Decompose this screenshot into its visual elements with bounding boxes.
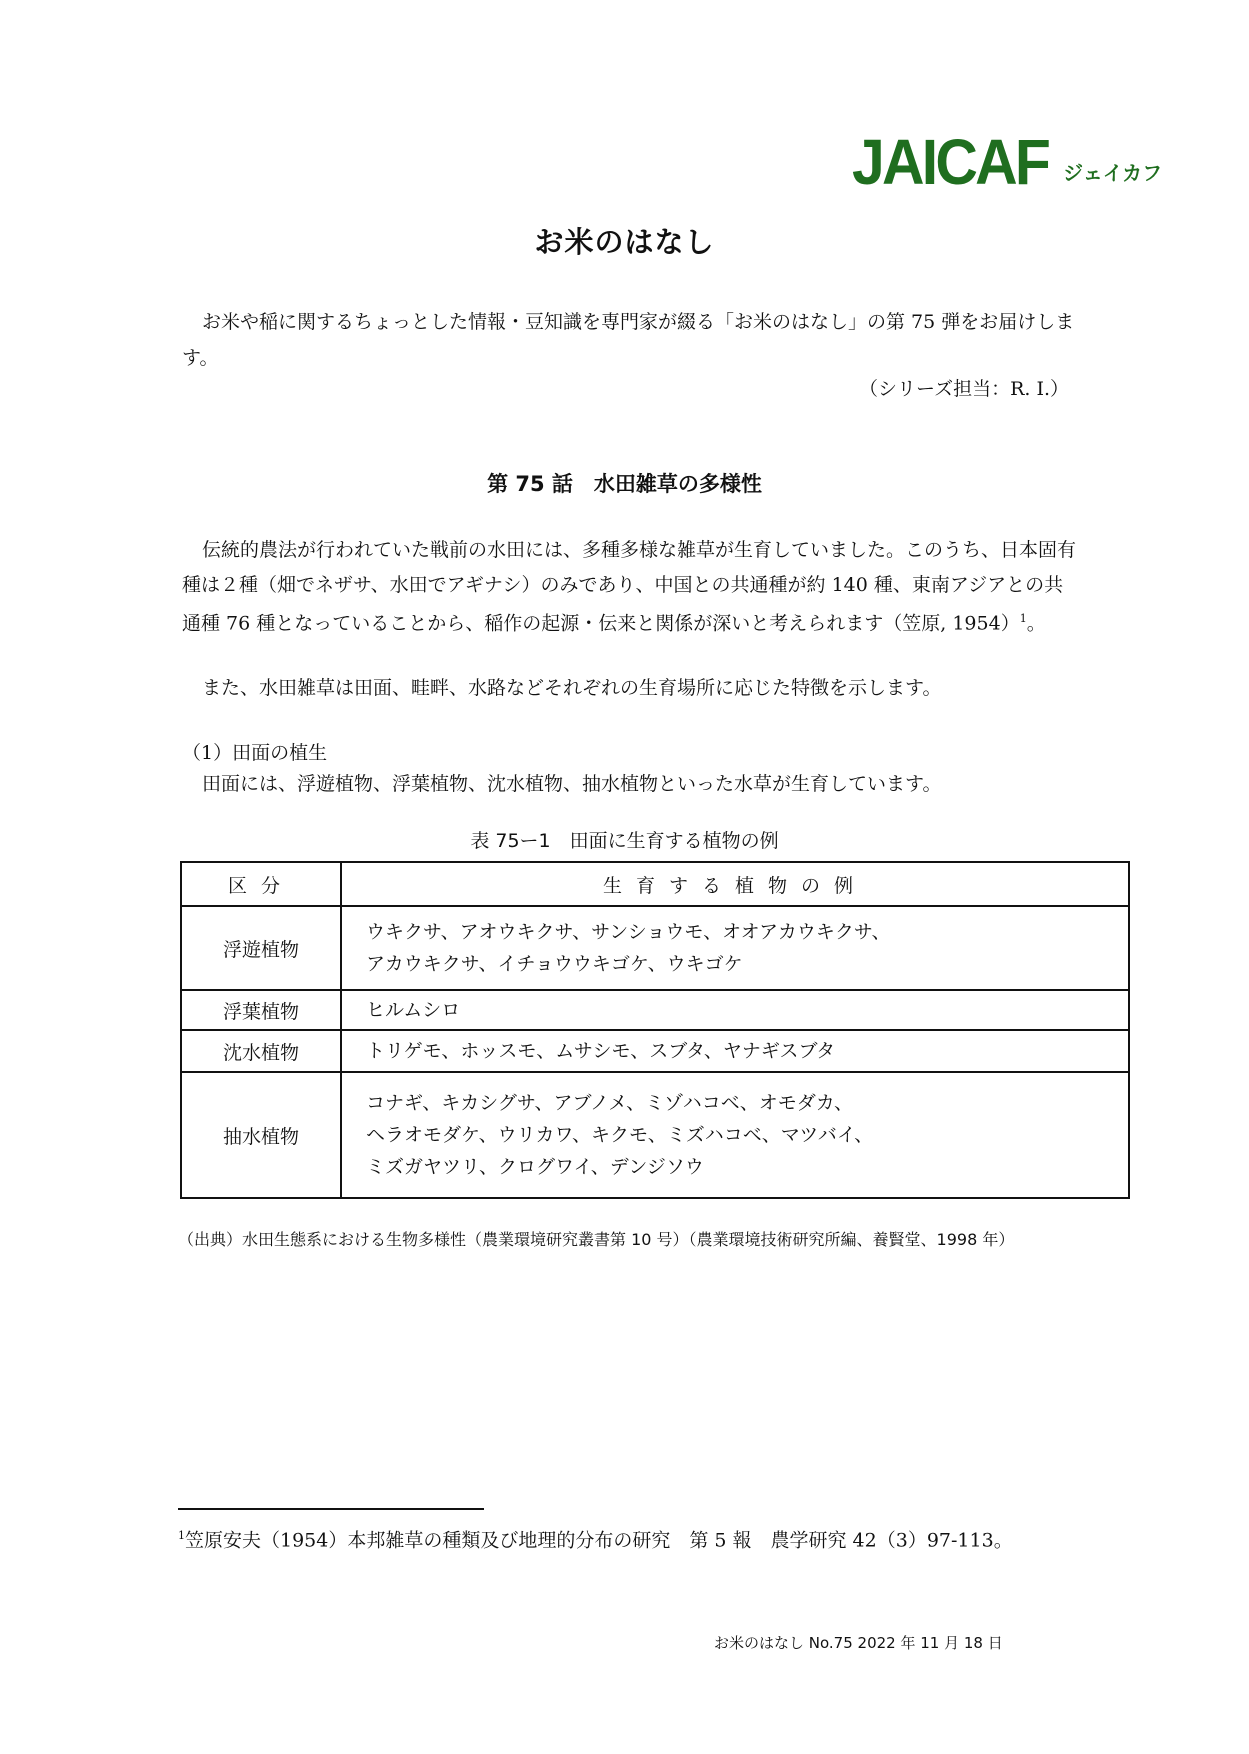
episode-title: 第 75 話 水田雑草の多様性 <box>487 472 762 496</box>
row-category: 浮遊植物 <box>181 906 341 990</box>
row-category: 抽水植物 <box>181 1072 341 1198</box>
table-row <box>181 906 1129 990</box>
paragraph-text: 伝統的農法が行われていた戦前の水田には、多種多様な雑草が生育していました。このうち、日本固有種は２種（畑でネザサ、水田でアギナシ）のみであり、中国との共通種が約 140 種、東南アジアとの共通種 76 種となっていることから、稲作の起源・伝来と関係が深いと考えられます（笠原, 1954） <box>182 539 1077 635</box>
row-examples <box>341 990 1129 1030</box>
row-category: 浮葉植物 <box>181 990 341 1030</box>
section-text: 田面には、浮遊植物、浮葉植物、沈水植物、抽水植物といった水草が生育しています。 <box>202 773 942 795</box>
example-line: ミズガヤツリ、クログワイ、デンジソウ <box>366 1156 704 1178</box>
row-examples <box>341 1030 1129 1072</box>
footnote-reference[interactable]: 1 <box>1019 612 1027 625</box>
jaicaf-logo <box>852 126 1163 198</box>
table-source: （出典）水田生態系における生物多様性（農業環境研究叢書第 10 号）（農業環境技術研究所編、養賢堂、1998 年） <box>178 1230 1015 1249</box>
paragraph-end: 。 <box>1026 612 1046 635</box>
example-line: アカウキクサ、イチョウウキゴケ、ウキゴケ <box>366 953 743 975</box>
row-examples <box>341 1072 1129 1198</box>
table-row <box>181 1030 1129 1072</box>
example-line: コナギ、キカシグサ、アブノメ、ミゾハコベ、オモダカ、 <box>366 1092 853 1114</box>
header-examples: 生育する植物の例 <box>341 862 1129 906</box>
logo-wordmark: JAICAF <box>852 126 1049 198</box>
intro-paragraph: お米や稲に関するちょっとした情報・豆知識を専門家が綴る「お米のはなし」の第 75 弾をお届けします。 <box>182 311 1075 369</box>
header-category: 区分 <box>181 862 341 906</box>
document-title: お米のはなし <box>534 225 715 259</box>
table-header-row <box>181 862 1129 906</box>
body-paragraph-2: また、水田雑草は田面、畦畔、水路などそれぞれの生育場所に応じた特徴を示します。 <box>202 677 942 699</box>
plant-table <box>180 861 1130 1199</box>
footnote-divider <box>178 1508 484 1510</box>
table-row <box>181 990 1129 1030</box>
footnote <box>178 1520 1078 1556</box>
table-row <box>181 1072 1129 1198</box>
page-footer: お米のはなし No.75 2022 年 11 月 18 日 <box>714 1634 1003 1652</box>
series-credit: （シリーズ担当：R. I.） <box>859 378 1069 400</box>
footnote-text: 笠原安夫（1954）本邦雑草の種類及び地理的分布の研究 第 5 報 農学研究 42（3）97-113。 <box>185 1529 1013 1552</box>
section-heading: （1）田面の植生 <box>182 742 328 764</box>
example-line: ヒルムシロ <box>366 999 461 1021</box>
row-examples <box>341 906 1129 990</box>
logo-kana: ジェイカフ <box>1063 161 1163 185</box>
body-paragraph-1 <box>182 533 1082 641</box>
example-line: ヘラオモダケ、ウリカワ、キクモ、ミズハコベ、マツバイ、 <box>366 1124 874 1146</box>
example-line: ウキクサ、アオウキクサ、サンショウモ、オオアカウキクサ、 <box>366 921 891 943</box>
table-caption: 表 75ー1 田面に生育する植物の例 <box>470 830 779 852</box>
row-category: 沈水植物 <box>181 1030 341 1072</box>
footnote-number: 1 <box>178 1529 185 1542</box>
example-line: トリゲモ、ホッスモ、ムサシモ、スブタ、ヤナギスブタ <box>366 1040 836 1062</box>
